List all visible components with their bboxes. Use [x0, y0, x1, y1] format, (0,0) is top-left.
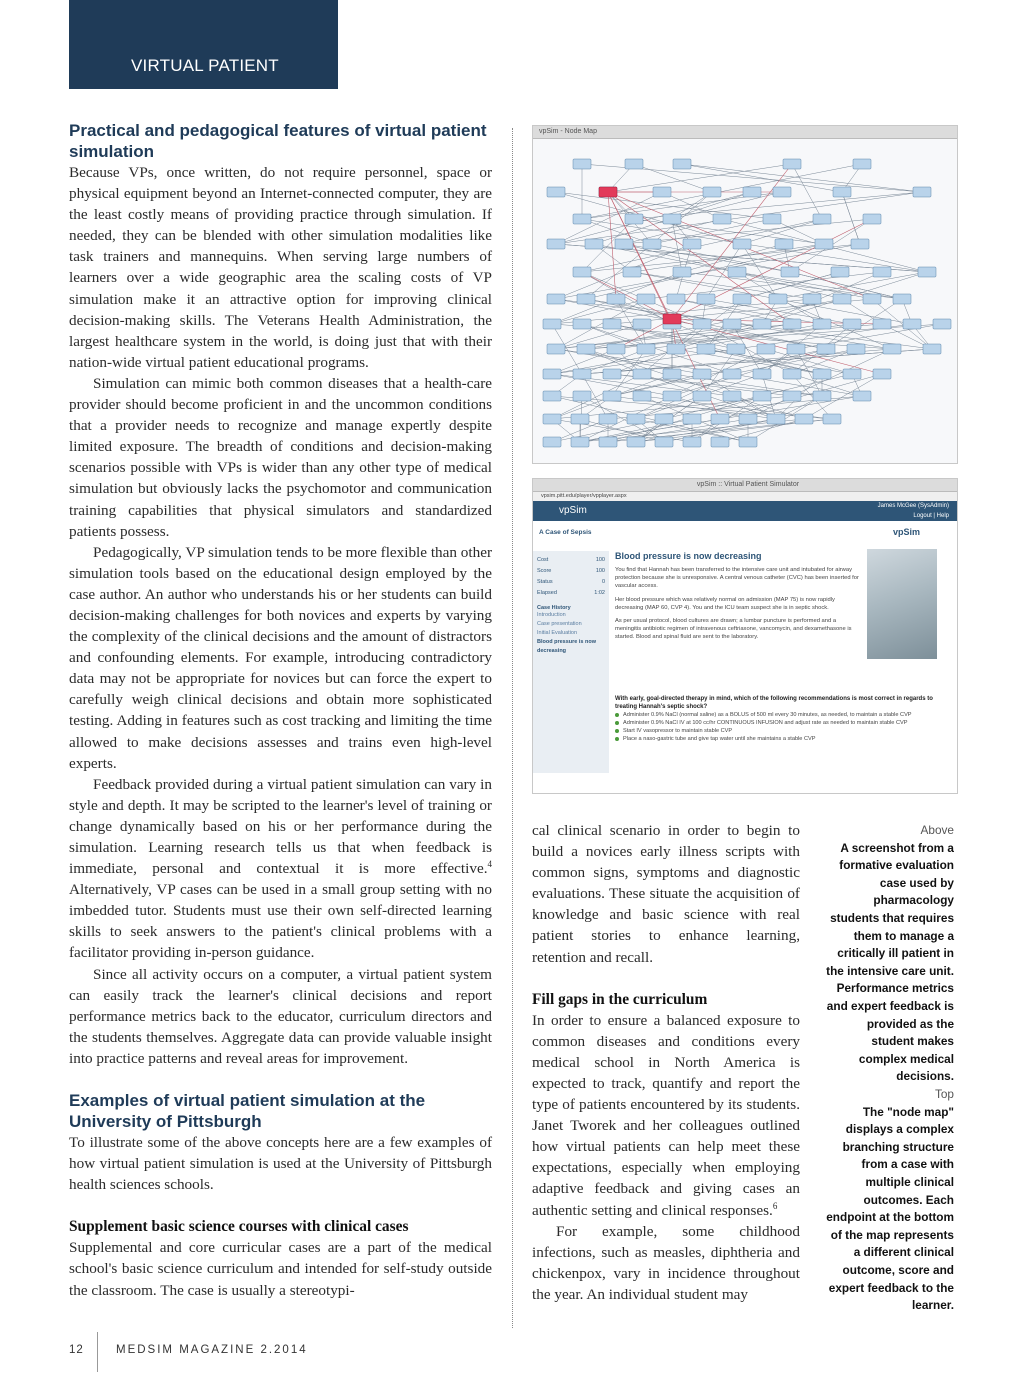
footer-divider [97, 1332, 98, 1372]
nodemap-node[interactable] [873, 319, 891, 329]
nodemap-node[interactable] [813, 391, 831, 401]
nodemap-node[interactable] [843, 319, 861, 329]
nodemap-node[interactable] [853, 159, 871, 169]
nodemap-node[interactable] [599, 437, 617, 447]
caption-text: A screenshot from a formative evaluation case used by pharmacology students that requires them to manage a critically ill patient in the intensive care unit. Performance metrics and expert feedback is provided as the student makes complex medical decisions. [826, 840, 954, 1084]
nodemap-node[interactable] [663, 369, 681, 379]
nodemap-node[interactable] [783, 391, 801, 401]
nodemap-node[interactable] [697, 344, 715, 354]
nodemap-node[interactable] [913, 187, 931, 197]
nodemap-node[interactable] [813, 369, 831, 379]
vpsim-stat-value: 100 [595, 568, 605, 574]
nodemap-node[interactable] [623, 267, 641, 277]
nodemap-node[interactable] [753, 369, 771, 379]
nodemap-node[interactable] [775, 239, 793, 249]
column-divider [512, 128, 513, 1328]
patient-photo [867, 549, 937, 659]
nodemap-node[interactable] [783, 159, 801, 169]
nodemap-node[interactable] [697, 294, 715, 304]
nodemap-node[interactable] [571, 437, 589, 447]
nodemap-node[interactable] [573, 369, 591, 379]
nodemap-node[interactable] [803, 294, 821, 304]
nodemap-node[interactable] [543, 391, 561, 401]
nodemap-node[interactable] [813, 214, 831, 224]
caption-above [822, 822, 954, 1086]
reference-superscript: 6 [772, 1200, 778, 1211]
vpsim-logo: vpSim [893, 527, 921, 537]
nodemap-node[interactable] [571, 414, 589, 424]
vpsim-node-text: You find that Hannah has been transferred to the intensive care unit and intubated for airway protection because she is unresponsive. A central venous catheter (CVC) has been inserted for vascular access. [615, 567, 859, 590]
nodemap-edge [582, 272, 672, 324]
nodemap-node[interactable] [585, 239, 603, 249]
left-column [69, 120, 492, 1301]
paragraph-text: Alternatively, VP cases can be used in a small group setting with no imbedded tutor. Students must use their own self-directed learning skills to seek answers to the patient's clinical problems with a facilitator providing in-person guidance. [69, 881, 492, 962]
paragraph: Supplemental and core curricular cases are a part of the medical school's basic science curriculum and intended for self-study outside the classroom. The case is usually a stereotypi- [69, 1239, 492, 1299]
vpsim-url: vpsim.pitt.edu/player/vpplayer.aspx [541, 493, 627, 499]
vpsim-history-item[interactable]: Blood pressure is now decreasing [537, 639, 596, 654]
vpsim-screenshot [532, 478, 958, 794]
nodemap-node[interactable] [863, 214, 881, 224]
vpsim-node-text: Her blood pressure which was relatively normal on admission (MAP 75) is now rapidly decreasing (MAP 60, CVP 4). You and the ICU team suspect she is in septic shock. [615, 596, 835, 611]
section-label: VIRTUAL PATIENT [131, 56, 279, 75]
vpsim-user-info [878, 501, 949, 521]
nodemap-node[interactable] [643, 239, 661, 249]
nodemap-node[interactable] [667, 344, 685, 354]
caption-text: The "node map" displays a complex branching structure from a case with multiple clinical outcomes. Each endpoint at the bottom of the map represents a different clinical outcome, score and expert feedback to the learner. [826, 1104, 954, 1313]
vpsim-titlebar [533, 479, 957, 492]
paragraph: For example, some childhood infections, such as measles, diphtheria and chickenpox, vary in incidence throughout the year. An individual student may [532, 1222, 800, 1303]
nodemap-node-highlight[interactable] [599, 187, 617, 197]
vpsim-stat-label: Cost [537, 557, 549, 563]
nodemap-node[interactable] [607, 294, 625, 304]
nodemap-node[interactable] [711, 437, 729, 447]
caption-top [822, 1086, 954, 1315]
nodemap-node[interactable] [739, 414, 757, 424]
nodemap-node[interactable] [769, 294, 787, 304]
nodemap-node[interactable] [627, 437, 645, 447]
subheading-basic-science: Supplement basic science courses with clinical cases [69, 1218, 409, 1236]
nodemap-edge [586, 244, 652, 299]
paragraph-text: Feedback provided during a virtual patient simulation can vary in style and depth. It may be scripted to the learner's level of training or change dynamically based on his or her performance during the simulation. Learning research tells us that when feedback is immediate, personal and contextual it is more effective. [69, 775, 492, 878]
nodemap-node[interactable] [683, 239, 701, 249]
nodemap-node[interactable] [573, 214, 591, 224]
paragraph: To illustrate some of the above concepts here are a few examples of how virtual patient simulation is used at the University of Pittsburgh health sciences schools. [69, 1134, 492, 1194]
paragraph-text: In order to ensure a balanced exposure to common diseases and conditions every medical school in North America is expected to track, quantify and report the type of patients encountered by its students. Janet Tworek and her colleagues outlined how virtual patients can help meet these expectations, especially when employing adaptive feedback and giving cases an authentic setting and clinical responses. [532, 1011, 800, 1219]
nodemap-edge [556, 299, 646, 349]
nodemap-node[interactable] [637, 294, 655, 304]
nodemap-node[interactable] [615, 239, 633, 249]
nodemap-node[interactable] [817, 344, 835, 354]
nodemap-node[interactable] [923, 344, 941, 354]
nodemap-node[interactable] [773, 187, 791, 197]
vpsim-stat-value: 1:02 [594, 590, 605, 596]
vpsim-stat-value: 0 [601, 579, 605, 585]
vpsim-question: With early, goal-directed therapy in mind, which of the following recommendations is most correct in regards to treating Hannah's septic shock? [615, 696, 933, 710]
caption-label: Above [920, 823, 954, 837]
nodemap-node[interactable] [543, 319, 561, 329]
vpsim-urlbar[interactable] [533, 492, 957, 501]
vpsim-sidebar [533, 551, 609, 773]
paragraph [69, 774, 492, 964]
nodemap-node-highlight[interactable] [663, 314, 681, 324]
nodemap-node[interactable] [815, 239, 833, 249]
nodemap-node[interactable] [795, 414, 813, 424]
subheading-fill-gaps: Fill gaps in the curriculum [532, 990, 708, 1008]
nodemap-node[interactable] [813, 319, 831, 329]
nodemap-node[interactable] [853, 391, 871, 401]
nodemap-edge [552, 374, 642, 419]
nodemap-node[interactable] [603, 319, 621, 329]
nodemap-node[interactable] [543, 437, 561, 447]
nodemap-node[interactable] [831, 267, 849, 277]
nodemap-node[interactable] [603, 391, 621, 401]
nodemap-graph [533, 139, 957, 463]
vpsim-answer-option[interactable]: Administer 0.9% NaCl (normal saline) as a BOLUS of 500 ml every 30 minutes, as needed, to maintain a stable CVP [615, 711, 933, 719]
nodemap-node[interactable] [753, 319, 771, 329]
nodemap-node[interactable] [863, 294, 881, 304]
heading-practical-features: Practical and pedagogical features of virtual patient simulation [69, 121, 487, 161]
nodemap-canvas [533, 139, 957, 463]
section-tab [69, 0, 338, 89]
nodemap-node[interactable] [683, 414, 701, 424]
vpsim-header [533, 501, 957, 521]
vpsim-stat-label: Status [537, 579, 553, 585]
paragraph: Simulation can mimic both common diseases that a health-care provider should become proficient in and the uncommon conditions that a provider needs to recognize and manage expertly despite limited exposure. The breadth of conditions and decision-making scenarios possible with VPs is wider than any other type of medical simulation but obviously lacks the psychomotor and communication training capabilities that physical simulators and standardized patients possess. [69, 374, 492, 540]
vpsim-stat-row [537, 588, 605, 599]
reference-superscript: 4 [487, 859, 492, 870]
nodemap-node[interactable] [573, 319, 591, 329]
nodemap-node[interactable] [577, 344, 595, 354]
nodemap-node[interactable] [787, 344, 805, 354]
vpsim-stat-label: Score [537, 568, 552, 574]
nodemap-node[interactable] [753, 391, 771, 401]
nodemap-node[interactable] [607, 344, 625, 354]
vpsim-main [615, 551, 860, 642]
nodemap-node[interactable] [673, 267, 691, 277]
magazine-name: MEDSIM MAGAZINE 2.2014 [116, 1344, 308, 1356]
nodemap-node[interactable] [783, 369, 801, 379]
nodemap-node[interactable] [713, 214, 731, 224]
nodemap-node[interactable] [728, 267, 746, 277]
page-number: 12 [69, 1344, 84, 1356]
nodemap-node[interactable] [883, 344, 901, 354]
nodemap-node[interactable] [703, 187, 721, 197]
vpsim-app-name: vpSim [559, 505, 587, 516]
nodemap-titlebar [533, 126, 957, 139]
nodemap-node[interactable] [547, 344, 565, 354]
vpsim-history-label: Case History [537, 605, 571, 611]
nodemap-node[interactable] [633, 319, 651, 329]
vpsim-history-item[interactable]: Introduction [537, 612, 566, 618]
vpsim-question-area [615, 651, 933, 743]
nodemap-node[interactable] [667, 294, 685, 304]
vpsim-window-title: vpSim :: Virtual Patient Simulator [696, 481, 800, 488]
vpsim-user: James McGee (SysAdmin) [877, 503, 949, 509]
nodemap-window-title: vpSim - Node Map [539, 128, 597, 135]
nodemap-node[interactable] [663, 391, 681, 401]
nodemap-node[interactable] [547, 187, 565, 197]
nodemap-node[interactable] [893, 294, 911, 304]
vpsim-stats [537, 555, 605, 599]
paragraph: cal clinical scenario in order to begin to build a novices early illness scripts with common signs, symptoms and diagnostic evaluations. These situate the acquisition of knowledge and basic science with real patient stories to enhance learning, retention and recall. [532, 822, 800, 966]
nodemap-node[interactable] [873, 267, 891, 277]
nodemap-node[interactable] [543, 369, 561, 379]
vpsim-logout-help[interactable]: Logout | Help [913, 513, 949, 519]
nodemap-node[interactable] [873, 369, 891, 379]
nodemap-node[interactable] [723, 319, 741, 329]
nodemap-node[interactable] [823, 414, 841, 424]
vpsim-history-item[interactable]: Initial Evaluation [537, 630, 578, 636]
nodemap-node[interactable] [633, 391, 651, 401]
nodemap-node[interactable] [933, 319, 951, 329]
nodemap-node[interactable] [903, 319, 921, 329]
nodemap-node[interactable] [573, 159, 591, 169]
vpsim-history-item[interactable]: Case presentation [537, 621, 582, 627]
nodemap-node[interactable] [547, 294, 565, 304]
nodemap-node[interactable] [739, 437, 757, 447]
nodemap-node[interactable] [599, 414, 617, 424]
nodemap-node[interactable] [625, 159, 643, 169]
nodemap-node[interactable] [683, 437, 701, 447]
nodemap-node[interactable] [833, 294, 851, 304]
vpsim-answer-option[interactable]: Place a naso-gastric tube and give tap water until she maintains a stable CVP [615, 735, 933, 743]
nodemap-node[interactable] [723, 391, 741, 401]
nodemap-node[interactable] [633, 369, 651, 379]
vpsim-stat-row [537, 555, 605, 566]
nodemap-node[interactable] [733, 294, 751, 304]
nodemap-node[interactable] [603, 369, 621, 379]
nodemap-node[interactable] [723, 369, 741, 379]
nodemap-node[interactable] [851, 239, 869, 249]
nodemap-node[interactable] [767, 414, 785, 424]
vpsim-stat-row [537, 577, 605, 588]
nodemap-node[interactable] [711, 414, 729, 424]
nodemap-node[interactable] [655, 437, 673, 447]
nodemap-node[interactable] [727, 344, 745, 354]
nodemap-node[interactable] [673, 159, 691, 169]
paragraph [532, 1010, 800, 1221]
nodemap-node[interactable] [847, 344, 865, 354]
vpsim-stat-row [537, 566, 605, 577]
nodemap-node[interactable] [733, 239, 751, 249]
nodemap-node[interactable] [693, 391, 711, 401]
nodemap-node[interactable] [577, 294, 595, 304]
caption-label: Top [934, 1087, 954, 1101]
nodemap-edge [792, 164, 822, 219]
vpsim-answer-option[interactable]: Administer 0.9% NaCl IV at 100 cc/hr CONTINUOUS INFUSION and adjust rate as needed to maintain stable CVP [615, 719, 933, 727]
vpsim-answer-option[interactable]: Start IV vasopressor to maintain stable CVP [615, 727, 933, 735]
nodemap-node[interactable] [833, 187, 851, 197]
vpsim-stat-value: 100 [595, 557, 605, 563]
nodemap-node[interactable] [693, 369, 711, 379]
nodemap-node[interactable] [663, 214, 681, 224]
nodemap-screenshot [532, 125, 958, 464]
nodemap-node[interactable] [781, 267, 799, 277]
heading-pittsburgh-examples: Examples of virtual patient simulation at the University of Pittsburgh [69, 1091, 426, 1132]
nodemap-node[interactable] [763, 214, 781, 224]
nodemap-node[interactable] [757, 344, 775, 354]
vpsim-stat-label: Elapsed [537, 590, 557, 596]
nodemap-edge [552, 299, 646, 324]
paragraph: Since all activity occurs on a computer, a virtual patient system can easily track the learner's clinical decisions and report performance metrics back to the educator, curriculum directors and the students themselves. Aggregate data can provide valuable insight into practice patterns and reveal areas for improvement. [69, 965, 492, 1067]
nodemap-node[interactable] [547, 239, 565, 249]
nodemap-node[interactable] [573, 391, 591, 401]
nodemap-node[interactable] [625, 214, 643, 224]
vpsim-case-title: A Case of Sepsis [539, 529, 592, 536]
nodemap-node[interactable] [783, 319, 801, 329]
nodemap-node[interactable] [655, 414, 673, 424]
nodemap-node[interactable] [627, 414, 645, 424]
paragraph: Pedagogically, VP simulation tends to be more flexible than other simulation tools based on the educational design employed by the case author. An author who understands his or her students can build decision-making challenges for both novices and experts by varying the complexity of the clinical decisions and the amount of distractors and confounding elements. For example, introducing contradictory data may not be appropriate for novices but can force the expert to carefully weigh clinical decisions and obtain more sophisticated testing. Adding in features such as cost tracking and limiting the time allowed to make decisions assesses and trains even high-level experts. [69, 543, 492, 772]
nodemap-node[interactable] [573, 267, 591, 277]
nodemap-node[interactable] [653, 187, 671, 197]
vpsim-history [537, 611, 605, 656]
nodemap-node[interactable] [543, 414, 561, 424]
nodemap-edge [842, 192, 860, 244]
paragraph: Because VPs, once written, do not require personnel, space or physical equipment beyond an Internet-connected computer, they are the least costly means of providing practice through simulation. If needed, they can be blended with other simulation modalities like task trainers and mannequins. When serving large numbers of learners over a wide geographic area the scaling costs of VP simulation make it an attractive option for improving clinical decision-making skills. The Veterans Health Administration, the largest healthcare system in the world, is doing just that with their nation-wide virtual patient educational programs. [69, 164, 492, 371]
nodemap-node[interactable] [637, 344, 655, 354]
nodemap-node[interactable] [693, 319, 711, 329]
nodemap-node[interactable] [743, 187, 761, 197]
vpsim-options [615, 711, 933, 743]
vpsim-node-title: Blood pressure is now decreasing [615, 551, 762, 561]
nodemap-node[interactable] [918, 267, 936, 277]
nodemap-node[interactable] [843, 369, 861, 379]
vpsim-node-text: As per usual protocol, blood cultures are drawn; a lumbar puncture is performed and a meningitis antibiotic regimen of intravenous ceftriaxone, vancomycin, and dexamethasone is started. Blood and spinal fluid are sent to the laboratory. [615, 618, 852, 641]
middle-column [532, 820, 800, 1305]
